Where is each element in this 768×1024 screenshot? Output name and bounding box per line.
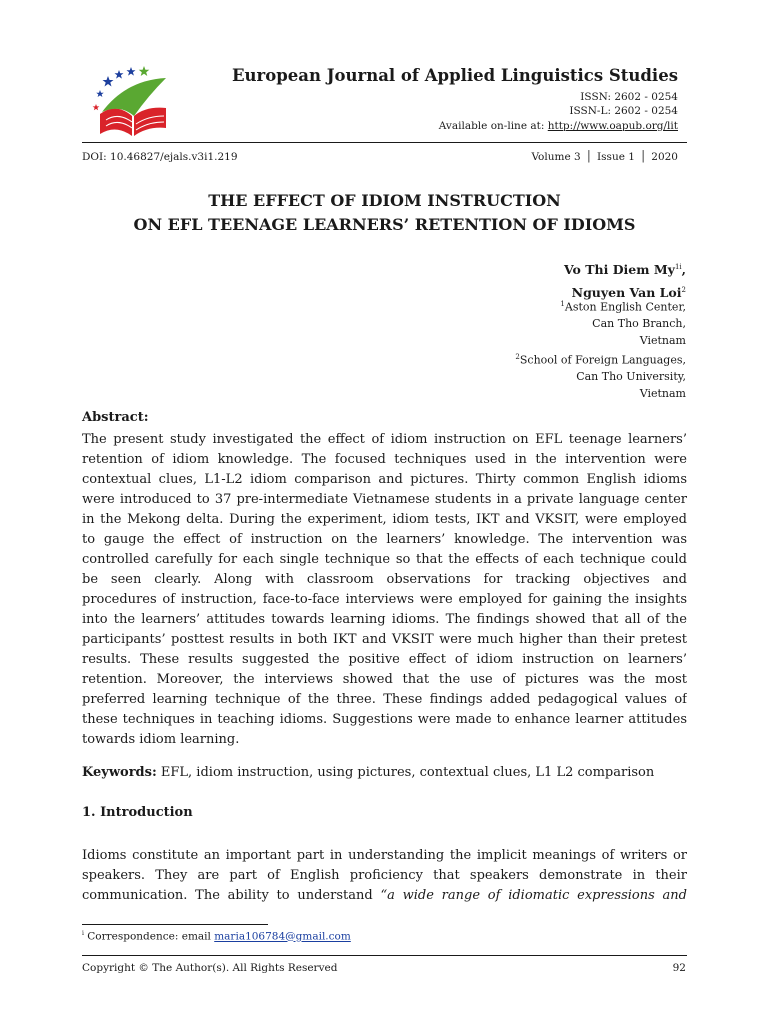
abstract-line: contextual clues, L1-L2 idiom comparison and pictures. Thirty common English idioms [82,472,687,487]
abstract-line: procedures of instruction, face-to-face interviews were employed for gaining the insights [82,592,687,607]
availability-label: Available on-line at: [438,120,548,132]
keywords [82,765,654,780]
abstract-line: controlled carefully for each single technique so that the effects of each technique could [82,552,687,567]
abstract-line: were introduced to 37 pre-intermediate Vietnamese students in a private language center [82,492,687,507]
author: Nguyen Van Loi$^2$ [571,285,686,301]
abstract-line: be seen clearly. Along with classroom observations for tracking objectives and [82,572,687,587]
affiliation-line: Vietnam [639,333,686,347]
journal-logo [86,62,172,140]
footer-divider [82,955,687,956]
keywords-text: EFL, idiom instruction, using pictures, contextual clues, L1 L2 comparison [156,765,655,780]
abstract-line: retention. Moreover, the interviews showed that the use of pictures was the most [82,672,687,687]
abstract-line: to gauge the effect of instruction on the learners’ knowledge. The intervention was [82,532,687,547]
availability-line [439,120,678,132]
paper-title-line: ON EFL TEENAGE LEARNERS’ RETENTION OF IDIOMS [133,215,636,234]
issn: ISSN: 2602 - 0254 [580,91,678,103]
page-number: 92 [672,962,686,974]
header-divider [82,142,687,143]
abstract-line: towards idiom learning. [82,732,240,747]
affiliation-line: Can Tho Branch, [592,317,686,331]
section-heading: 1. Introduction [82,805,193,820]
abstract-line: these techniques in teaching idioms. Suggestions were made to enhance learner attitudes [82,712,687,727]
separator: │ [585,151,593,163]
separator: │ [639,151,647,163]
affiliation-line: $^2$School of Foreign Languages, [515,353,686,367]
journal-title: European Journal of Applied Linguistics Studies [231,66,678,85]
abstract-line: in the Mekong delta. During the experiment, idiom tests, IKT and VKSIT, were employed [82,512,687,527]
paper-title [82,189,687,237]
journal-url-link[interactable]: http://www.oapub.org/lit [547,120,678,132]
affiliations [515,296,686,402]
abstract-line: preferred learning technique of the three. These findings added pedagogical values of [82,692,687,707]
body-line: communication. The ability to understand “a wide range of idiomatic expressions and [82,888,687,903]
abstract-line: The present study investigated the effect of idiom instruction on EFL teenage learners’ [82,432,687,447]
doi: DOI: 10.46827/ejals.v3i1.219 [82,151,238,163]
email-link[interactable]: maria106784@gmail.com [214,930,351,943]
footnote-divider [82,924,268,925]
paper-title-line: THE EFFECT OF IDIOM INSTRUCTION [208,191,561,210]
abstract-line: retention of idiom knowledge. The focused techniques used in the intervention were [82,452,687,467]
affiliation-line: Vietnam [639,386,686,400]
abstract-line: into the learners’ attitudes towards learning idioms. The findings showed that all of the [82,612,687,627]
abstract-heading: Abstract: [82,410,149,425]
footnote: $^i$ Correspondence: email maria106784@gmail.com [82,930,351,943]
year: 2020 [651,151,678,163]
body-line: Idioms constitute an important part in understanding the implicit meanings of writers or [82,848,687,863]
volume: Volume 3 [531,151,581,163]
keywords-label: Keywords: [82,765,157,780]
author: Vo Thi Diem $My^{1i}$, [563,262,686,278]
abstract-line: participants’ posttest results in both IKT and VKSIT were much higher than their pretest [82,632,687,647]
abstract-line: results. These results suggested the positive effect of idiom instruction on learners’ [82,652,687,667]
issue: Issue 1 [597,151,635,163]
affiliation-line: $^1$Aston English Center, [560,300,686,314]
body-line: speakers. They are part of English proficiency that speakers demonstrate in their [82,868,687,883]
copyright: Copyright © The Author(s). All Rights Reserved [82,962,338,974]
issn-l: ISSN-L: 2602 - 0254 [569,105,678,117]
affiliation-line: Can Tho University, [576,370,686,384]
volume-issue-year [531,151,678,163]
